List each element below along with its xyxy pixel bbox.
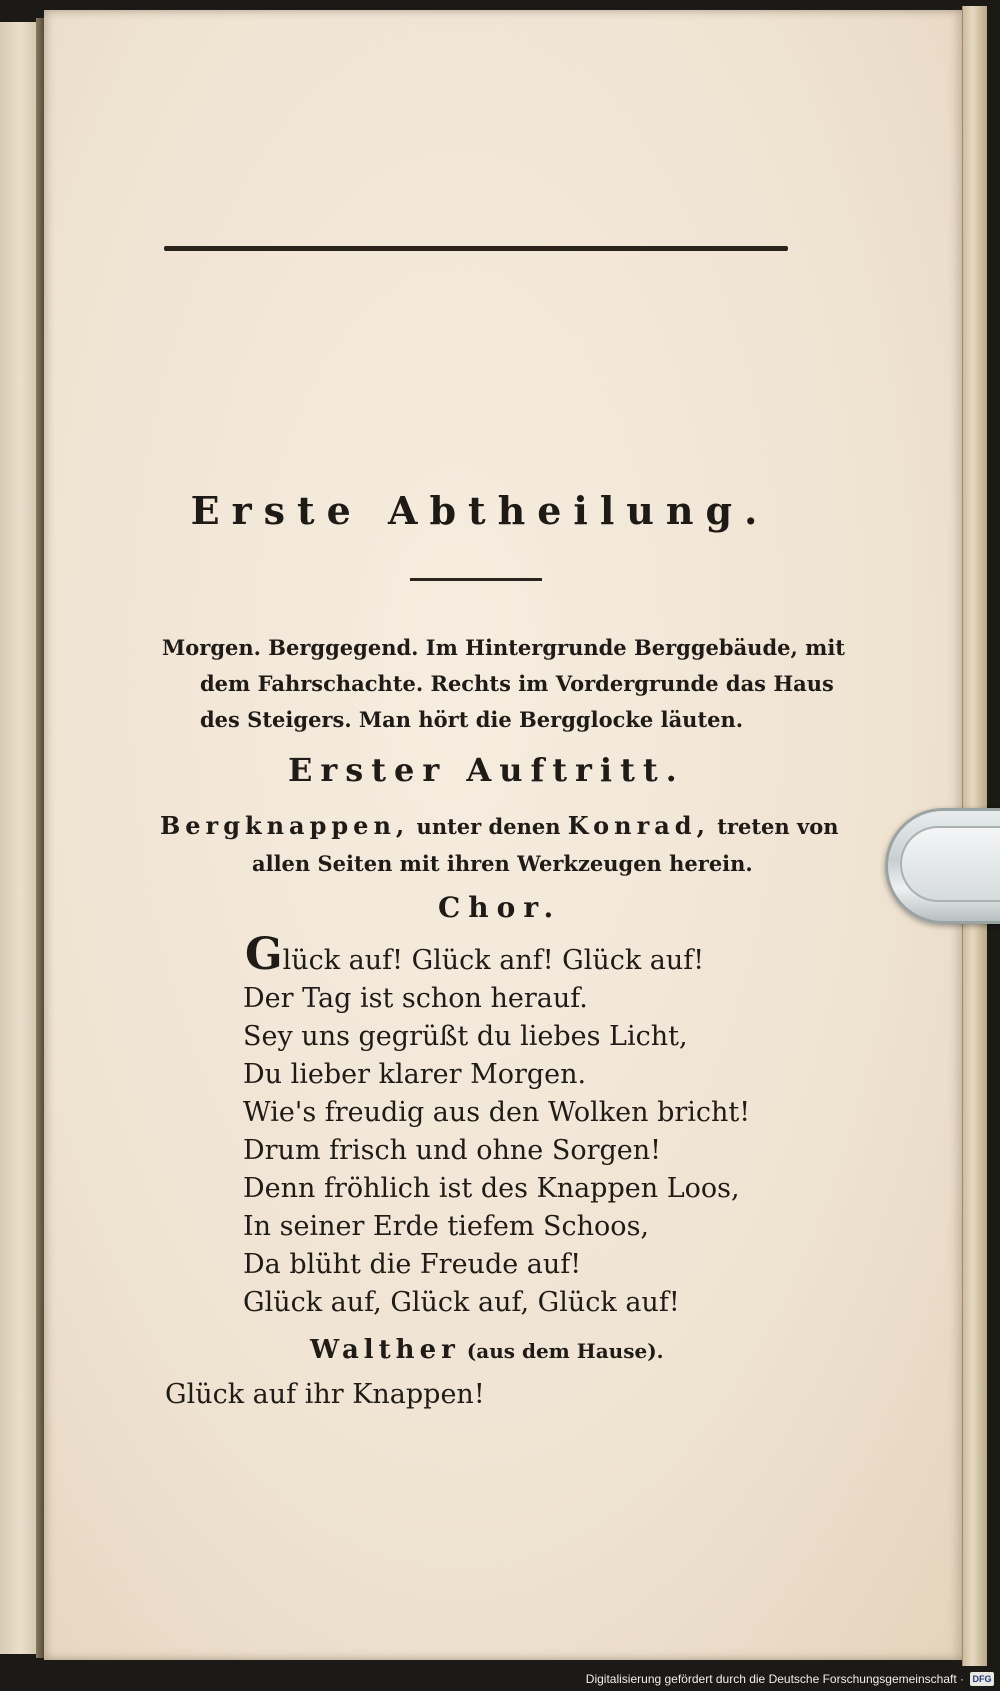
final-line: Glück auf ihr Knappen! <box>165 1379 485 1410</box>
chorus-line-1-text: lück auf! Glück anf! Glück auf! <box>282 945 705 976</box>
chorus-line-10: Glück auf, Glück auf, Glück auf! <box>243 1287 680 1318</box>
chorus-line-6: Drum frisch und ohne Sorgen! <box>243 1135 662 1166</box>
drop-cap: G <box>245 929 283 980</box>
scene-direction-line-2: allen Seiten mit ihren Werkzeugen herein. <box>252 851 753 876</box>
dfg-logo-icon: DFG <box>970 1672 994 1686</box>
speaker-line <box>310 1332 664 1370</box>
chorus-line-9: Da blüht die Freude auf! <box>243 1249 582 1280</box>
digitization-footer <box>586 1670 994 1688</box>
chorus-line-4: Du lieber klarer Morgen. <box>243 1059 587 1090</box>
scene-text-end: treten von <box>709 814 839 839</box>
chorus-line-7: Denn fröhlich ist des Knappen Loos, <box>243 1173 740 1204</box>
scene-lead: Bergknappen, <box>160 811 410 840</box>
chorus-line-5: Wie's freudig aus den Wolken bricht! <box>243 1097 751 1128</box>
footer-credit: Digitalisierung gefördert durch die Deutsche Forschungsgemeinschaft · <box>585 1672 964 1686</box>
scene-direction-line-1 <box>160 808 838 845</box>
stage-direction-line-1: Morgen. Berggegend. Im Hintergrunde Berggebäude, mit <box>162 635 846 660</box>
scene-title: Erster Auftritt. <box>288 751 685 789</box>
heading-rule <box>410 578 542 581</box>
stage-direction-line-2: dem Fahrschachte. Rechts im Vordergrunde das Haus <box>200 671 834 696</box>
chorus-label: Chor. <box>438 891 562 924</box>
chorus-line-2: Der Tag ist schon herauf. <box>243 983 588 1014</box>
chorus-line-3: Sey uns gegrüßt du liebes Licht, <box>243 1021 688 1052</box>
stage-direction-line-3: des Steigers. Man hört die Bergglocke läuten. <box>200 707 744 732</box>
speaker-name: Walther <box>310 1335 460 1365</box>
section-heading: Erste Abtheilung. <box>190 488 770 533</box>
top-rule <box>164 246 788 251</box>
chorus-line-1 <box>245 929 705 980</box>
page-holder-clip-inner <box>900 826 1000 902</box>
scene-text: unter denen <box>409 814 568 839</box>
speaker-direction: (aus dem Hause). <box>459 1339 664 1363</box>
character-name-konrad: Konrad, <box>567 811 710 840</box>
chorus-line-8: In seiner Erde tiefem Schoos, <box>243 1211 650 1242</box>
